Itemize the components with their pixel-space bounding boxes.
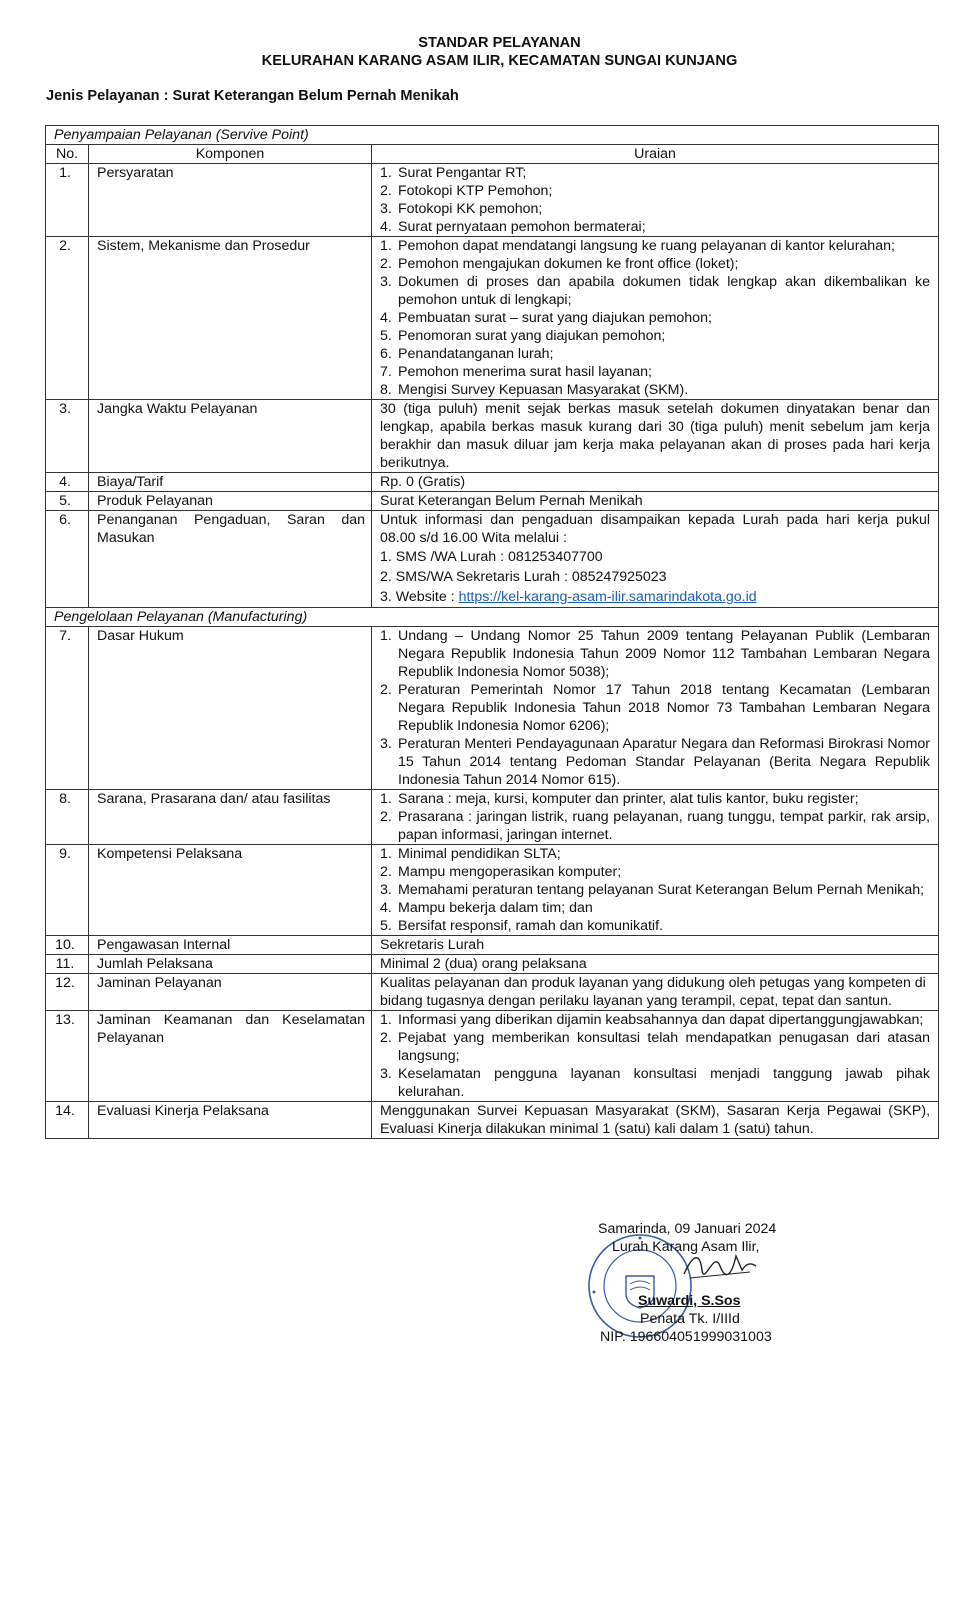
table-row — [46, 473, 939, 492]
list-item-number: 3. — [380, 1066, 392, 1082]
list-item — [380, 164, 930, 182]
list-item-text: Pejabat yang memberikan konsultasi telah mendapatkan penugasan dari atasan langsung; — [398, 1030, 931, 1064]
list-item-text: Dokumen di proses dan apabila dokumen tidak lengkap akan dikembalikan ke pemohon untuk di lengkapi; — [398, 274, 931, 308]
list-item-text: Penomoran surat yang diajukan pemohon; — [398, 328, 666, 344]
list-item — [380, 1011, 930, 1029]
row-no: 3. — [46, 400, 89, 473]
list-item — [380, 309, 930, 327]
list-item-number: 3. — [380, 274, 392, 290]
table-row — [46, 936, 939, 955]
list-item-number: 2. — [380, 256, 392, 272]
item-list — [380, 1011, 930, 1101]
contact-sms-sekretaris: 2. SMS/WA Sekretaris Lurah : 085247925023 — [380, 569, 667, 585]
list-item-number: 4. — [380, 219, 392, 235]
row-komponen: Sarana, Prasarana dan/ atau fasilitas — [89, 790, 372, 845]
list-item — [380, 237, 930, 255]
row-uraian: Surat Keterangan Belum Pernah Menikah — [372, 492, 939, 511]
list-item — [380, 381, 930, 399]
list-item-number: 2. — [380, 809, 392, 825]
list-item — [380, 218, 930, 236]
row-no: 12. — [46, 974, 89, 1011]
list-item-number: 5. — [380, 328, 392, 344]
list-item-number: 1. — [380, 846, 392, 862]
row-no: 6. — [46, 511, 89, 608]
table-row — [46, 237, 939, 400]
list-item — [380, 182, 930, 200]
list-item — [380, 627, 930, 681]
table-row — [46, 511, 939, 608]
row-no: 11. — [46, 955, 89, 974]
row-uraian: 30 (tiga puluh) menit sejak berkas masuk setelah dokumen dinyatakan benar dan lengkap, apabila berkas masuk kurang dari 30 (tiga puluh) menit sebelum jam kerja berakhir dan masuk diluar jam kerja maka pelayanan akan di proses pada hari kerja berikutnya. — [372, 400, 939, 473]
list-item-number: 4. — [380, 900, 392, 916]
list-item — [380, 345, 930, 363]
document-subtitle: KELURAHAN KARANG ASAM ILIR, KECAMATAN SUNGAI KUNJANG — [261, 53, 738, 69]
list-item — [380, 845, 930, 863]
list-item — [380, 790, 930, 808]
table-row — [46, 164, 939, 237]
list-item — [380, 363, 930, 381]
table-row — [46, 400, 939, 473]
row-komponen: Kompetensi Pelaksana — [89, 845, 372, 936]
section-row — [46, 126, 939, 145]
list-item-text: Fotokopi KK pemohon; — [398, 201, 543, 217]
row-komponen: Jangka Waktu Pelayanan — [89, 400, 372, 473]
row-komponen: Jaminan Pelayanan — [89, 974, 372, 1011]
website-link[interactable]: https://kel-karang-asam-ilir.samarindakota.go.id — [458, 589, 757, 605]
list-item — [380, 681, 930, 735]
list-item — [380, 735, 930, 789]
list-item-text: Fotokopi KTP Pemohon; — [398, 183, 553, 199]
col-header-no: No. — [46, 145, 89, 164]
list-item-number: 1. — [380, 165, 392, 181]
list-item-number: 3. — [380, 201, 392, 217]
row-komponen: Penanganan Pengaduan, Saran dan Masukan — [89, 511, 372, 608]
table-row — [46, 955, 939, 974]
list-item-text: Memahami peraturan tentang pelayanan Surat Keterangan Belum Pernah Menikah; — [398, 882, 925, 898]
list-item — [380, 327, 930, 345]
list-item-number: 5. — [380, 918, 392, 934]
list-item-text: Mampu mengoperasikan komputer; — [398, 864, 622, 880]
list-item-number: 1. — [380, 238, 392, 254]
list-item-text: Peraturan Menteri Pendayagunaan Aparatur Negara dan Reformasi Birokrasi Nomor 15 Tahun 2014 tentang Pedoman Standar Pelayanan (Berita Negara Republik Indonesia Tahun 2014 Nomor 615). — [398, 736, 931, 788]
row-komponen: Jaminan Keamanan dan Keselamatan Pelayanan — [89, 1011, 372, 1102]
list-item-text: Informasi yang diberikan dijamin keabsahannya dan dapat dipertanggungjawabkan; — [398, 1012, 924, 1028]
row-komponen: Persyaratan — [89, 164, 372, 237]
list-item-number: 2. — [380, 864, 392, 880]
row-no: 9. — [46, 845, 89, 936]
signature-nip: NIP. 196604051999031003 — [600, 1329, 772, 1345]
table-row — [46, 974, 939, 1011]
list-item-number: 1. — [380, 628, 392, 644]
col-header-komponen: Komponen — [89, 145, 372, 164]
list-item — [380, 200, 930, 218]
list-item-text: Pemohon menerima surat hasil layanan; — [398, 364, 652, 380]
row-no: 10. — [46, 936, 89, 955]
list-item-number: 1. — [380, 791, 392, 807]
signature-rank: Penata Tk. I/IIId — [640, 1311, 740, 1327]
signature-block — [598, 1220, 838, 1346]
row-uraian: Minimal 2 (dua) orang pelaksana — [372, 955, 939, 974]
item-list — [380, 237, 930, 399]
list-item-number: 8. — [380, 382, 392, 398]
row-komponen: Biaya/Tarif — [89, 473, 372, 492]
list-item — [380, 881, 930, 899]
section-row — [46, 608, 939, 627]
row-no: 14. — [46, 1102, 89, 1139]
list-item-text: Undang – Undang Nomor 25 Tahun 2009 tentang Pelayanan Publik (Lembaran Negara Republik Indonesia Tahun 2009 Nomor 112 Tambahan Lembaran Negara Republik Indonesia Nomor 5038); — [398, 628, 931, 680]
list-item — [380, 899, 930, 917]
list-item-text: Surat Pengantar RT; — [398, 165, 527, 181]
list-item — [380, 255, 930, 273]
table-row — [46, 1102, 939, 1139]
table-row — [46, 1011, 939, 1102]
list-item-text: Pembuatan surat – surat yang diajukan pemohon; — [398, 310, 712, 326]
list-item — [380, 917, 930, 935]
list-item-number: 4. — [380, 310, 392, 326]
section-title: Penyampaian Pelayanan (Servive Point) — [46, 126, 939, 145]
row-no: 8. — [46, 790, 89, 845]
table-row — [46, 790, 939, 845]
service-type: Jenis Pelayanan : Surat Keterangan Belum Pernah Menikah — [46, 88, 459, 104]
header-row — [46, 145, 939, 164]
item-list — [380, 845, 930, 935]
list-item-number: 2. — [380, 682, 392, 698]
list-item — [380, 273, 930, 309]
list-item-number: 1. — [380, 1012, 392, 1028]
row-no: 4. — [46, 473, 89, 492]
row-no: 13. — [46, 1011, 89, 1102]
signature-city-date: Samarinda, 09 Januari 2024 — [598, 1221, 777, 1237]
list-item-text: Mampu bekerja dalam tim; dan — [398, 900, 593, 916]
list-item — [380, 808, 930, 844]
list-item-text: Surat pernyataan pemohon bermaterai; — [398, 219, 646, 235]
signature-role: Lurah Karang Asam Ilir, — [612, 1239, 760, 1255]
table-row — [46, 492, 939, 511]
row-uraian: Kualitas pelayanan dan produk layanan yang didukung oleh petugas yang kompeten di bidang tugasnya dengan perilaku layanan yang terampil, cepat, tepat dan santun. — [372, 974, 939, 1011]
list-item-text: Prasarana : jaringan listrik, ruang pelayanan, ruang tunggu, tempat parkir, rak arsip, papan informasi, jaringan internet. — [398, 809, 931, 843]
row-komponen: Pengawasan Internal — [89, 936, 372, 955]
list-item — [380, 863, 930, 881]
row-komponen: Produk Pelayanan — [89, 492, 372, 511]
row-no: 5. — [46, 492, 89, 511]
row-komponen: Jumlah Pelaksana — [89, 955, 372, 974]
table-row — [46, 845, 939, 936]
list-item-text: Keselamatan pengguna layanan konsultasi menjadi tanggung jawab pihak kelurahan. — [398, 1066, 931, 1100]
list-item-text: Peraturan Pemerintah Nomor 17 Tahun 2018 tentang Kecamatan (Lembaran Negara Republik Indonesia Tahun 2018 Nomor 73 Tambahan Lembaran Negara Republik Indonesia Nomor 6206); — [398, 682, 931, 734]
row-komponen: Evaluasi Kinerja Pelaksana — [89, 1102, 372, 1139]
list-item-text: Pemohon mengajukan dokumen ke front office (loket); — [398, 256, 739, 272]
list-item-text: Penandatanganan lurah; — [398, 346, 554, 362]
row-uraian: Sekretaris Lurah — [372, 936, 939, 955]
list-item — [380, 1029, 930, 1065]
list-item-number: 2. — [380, 183, 392, 199]
website-label: 3. Website : — [380, 589, 459, 605]
list-item — [380, 1065, 930, 1101]
row-no: 2. — [46, 237, 89, 400]
document-title: STANDAR PELAYANAN — [418, 35, 581, 51]
row-uraian: Menggunakan Survei Kepuasan Masyarakat (SKM), Sasaran Kerja Pegawai (SKP), Evaluasi Kinerja dilakukan minimal 1 (satu) kali dalam 1 (satu) tahun. — [372, 1102, 939, 1139]
list-item-text: Pemohon dapat mendatangi langsung ke ruang pelayanan di kantor kelurahan; — [398, 238, 895, 254]
row-komponen: Sistem, Mekanisme dan Prosedur — [89, 237, 372, 400]
list-item-text: Sarana : meja, kursi, komputer dan printer, alat tulis kantor, buku register; — [398, 791, 859, 807]
col-header-uraian: Uraian — [372, 145, 939, 164]
list-item-number: 3. — [380, 882, 392, 898]
signature-name: Suwardi, S.Sos — [638, 1293, 741, 1309]
row-komponen: Dasar Hukum — [89, 627, 372, 790]
row-no: 7. — [46, 627, 89, 790]
row-uraian: Rp. 0 (Gratis) — [372, 473, 939, 492]
list-item-text: Bersifat responsif, ramah dan komunikatif. — [398, 918, 663, 934]
list-item-text: Minimal pendidikan SLTA; — [398, 846, 561, 862]
table-row — [46, 627, 939, 790]
contact-sms-lurah: 1. SMS /WA Lurah : 081253407700 — [380, 549, 603, 565]
list-item-number: 7. — [380, 364, 392, 380]
section-title: Pengelolaan Pelayanan (Manufacturing) — [46, 608, 939, 627]
row-no: 1. — [46, 164, 89, 237]
list-item-number: 6. — [380, 346, 392, 362]
item-list — [380, 627, 930, 789]
list-item-text: Mengisi Survey Kepuasan Masyarakat (SKM). — [398, 382, 689, 398]
contact-website — [380, 587, 930, 607]
item-list — [380, 164, 930, 236]
item-list — [380, 790, 930, 844]
list-item-number: 2. — [380, 1030, 392, 1046]
list-item-number: 3. — [380, 736, 392, 752]
service-standard-table — [45, 125, 939, 1139]
row-uraian: Untuk informasi dan pengaduan disampaikan kepada Lurah pada hari kerja pukul 08.00 s/d 16.00 Wita melalui : — [380, 512, 931, 546]
